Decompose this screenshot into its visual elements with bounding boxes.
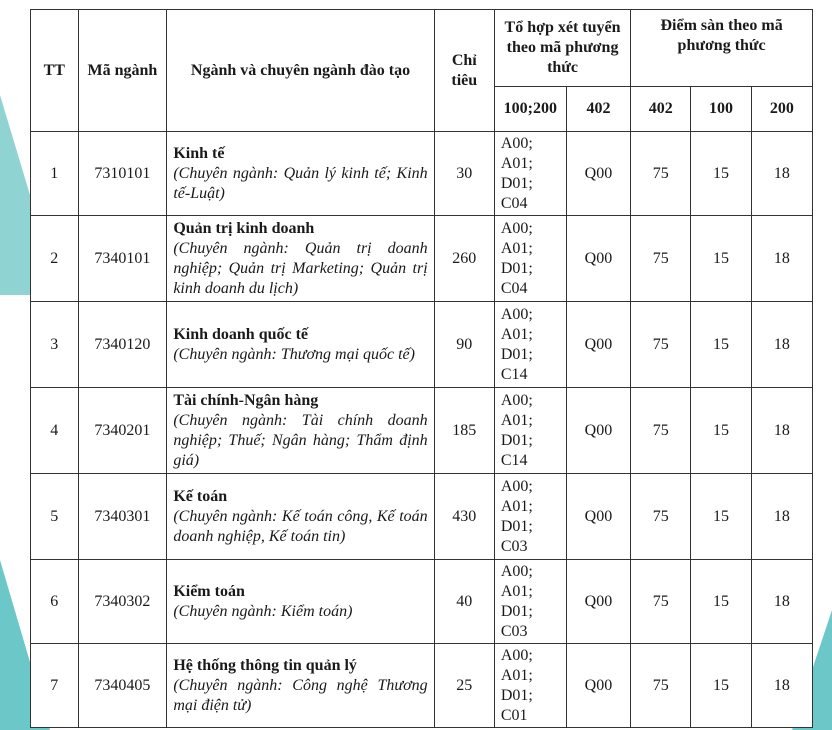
row-diem-100: 15 bbox=[691, 302, 751, 388]
combo-code: A01; bbox=[500, 582, 533, 600]
row-diem-402: 75 bbox=[631, 560, 691, 644]
table-row bbox=[31, 132, 813, 216]
header-chi-tieu: Chỉ tiêu bbox=[434, 10, 494, 132]
row-ma-nganh: 7340302 bbox=[78, 560, 167, 644]
major-name: Hệ thống thông tin quản lý bbox=[173, 656, 357, 674]
row-diem-402: 75 bbox=[631, 216, 691, 302]
row-diem-200: 18 bbox=[751, 132, 812, 216]
row-ma-nganh: 7340201 bbox=[78, 388, 167, 474]
major-description: (Chuyên ngành: Kiểm toán) bbox=[173, 602, 353, 620]
row-combo-402: Q00 bbox=[566, 644, 630, 728]
row-diem-402: 75 bbox=[631, 132, 691, 216]
table-row bbox=[31, 216, 813, 302]
table-row bbox=[31, 302, 813, 388]
row-diem-100: 15 bbox=[691, 388, 751, 474]
table-body bbox=[31, 132, 813, 728]
subheader-diem-100: 100 bbox=[691, 87, 751, 132]
combo-code: C04 bbox=[500, 194, 528, 212]
header-ma-nganh: Mã ngành bbox=[78, 10, 167, 132]
row-combos bbox=[494, 388, 566, 474]
major-description: (Chuyên ngành: Kế toán công, Kế toán doanh nghiệp, Kế toán tin) bbox=[173, 507, 428, 545]
row-diem-200: 18 bbox=[751, 644, 812, 728]
major-description: (Chuyên ngành: Thương mại quốc tế) bbox=[173, 345, 415, 363]
combo-code: D01; bbox=[500, 431, 533, 449]
combo-code: C03 bbox=[500, 622, 528, 640]
row-chi-tieu: 30 bbox=[434, 132, 494, 216]
combo-code: D01; bbox=[500, 602, 533, 620]
row-major bbox=[167, 132, 434, 216]
major-description: (Chuyên ngành: Quản lý kinh tế; Kinh tế-Luật) bbox=[173, 164, 428, 202]
row-major bbox=[167, 216, 434, 302]
row-tt: 6 bbox=[31, 560, 79, 644]
header-nganh: Ngành và chuyên ngành đào tạo bbox=[167, 10, 434, 132]
row-diem-100: 15 bbox=[691, 216, 751, 302]
combo-code: D01; bbox=[500, 517, 533, 535]
row-combo-402: Q00 bbox=[566, 560, 630, 644]
row-combos bbox=[494, 132, 566, 216]
row-major bbox=[167, 474, 434, 560]
row-diem-402: 75 bbox=[631, 644, 691, 728]
subheader-diem-200: 200 bbox=[751, 87, 812, 132]
row-ma-nganh: 7340405 bbox=[78, 644, 167, 728]
major-description: (Chuyên ngành: Quản trị doanh nghiệp; Quản trị Marketing; Quản trị kinh doanh du lịch) bbox=[173, 239, 428, 297]
combo-code: C04 bbox=[500, 279, 528, 297]
combo-code: A00; bbox=[500, 562, 533, 580]
combo-code: A01; bbox=[500, 497, 533, 515]
combo-code: C14 bbox=[500, 365, 528, 383]
row-chi-tieu: 430 bbox=[434, 474, 494, 560]
row-diem-402: 75 bbox=[631, 388, 691, 474]
row-combo-402: Q00 bbox=[566, 474, 630, 560]
header-tt: TT bbox=[31, 10, 79, 132]
row-combos bbox=[494, 644, 566, 728]
header-to-hop: Tổ hợp xét tuyển theo mã phương thức bbox=[494, 10, 630, 87]
row-chi-tieu: 260 bbox=[434, 216, 494, 302]
combo-code: C01 bbox=[500, 706, 528, 724]
combo-code: A00; bbox=[500, 646, 533, 664]
row-chi-tieu: 185 bbox=[434, 388, 494, 474]
row-diem-100: 15 bbox=[691, 560, 751, 644]
row-diem-200: 18 bbox=[751, 216, 812, 302]
combo-code: D01; bbox=[500, 686, 533, 704]
row-tt: 1 bbox=[31, 132, 79, 216]
major-name: Kiểm toán bbox=[173, 582, 245, 600]
row-combo-402: Q00 bbox=[566, 216, 630, 302]
major-name: Kinh tế bbox=[173, 144, 225, 162]
row-chi-tieu: 25 bbox=[434, 644, 494, 728]
row-diem-100: 15 bbox=[691, 132, 751, 216]
row-tt: 3 bbox=[31, 302, 79, 388]
row-diem-402: 75 bbox=[631, 474, 691, 560]
row-major bbox=[167, 560, 434, 644]
combo-code: A01; bbox=[500, 154, 533, 172]
combo-code: D01; bbox=[500, 174, 533, 192]
row-diem-100: 15 bbox=[691, 644, 751, 728]
table-row bbox=[31, 644, 813, 728]
major-description: (Chuyên ngành: Công nghệ Thương mại điện tử) bbox=[173, 676, 428, 714]
row-ma-nganh: 7310101 bbox=[78, 132, 167, 216]
row-ma-nganh: 7340120 bbox=[78, 302, 167, 388]
row-diem-200: 18 bbox=[751, 388, 812, 474]
row-chi-tieu: 90 bbox=[434, 302, 494, 388]
major-name: Kinh doanh quốc tế bbox=[173, 325, 309, 343]
row-combo-402: Q00 bbox=[566, 302, 630, 388]
combo-code: A01; bbox=[500, 325, 533, 343]
row-major bbox=[167, 302, 434, 388]
subheader-100-200: 100;200 bbox=[494, 87, 566, 132]
major-name: Kế toán bbox=[173, 487, 228, 505]
combo-code: D01; bbox=[500, 345, 533, 363]
row-diem-100: 15 bbox=[691, 474, 751, 560]
subheader-402: 402 bbox=[566, 87, 630, 132]
row-combo-402: Q00 bbox=[566, 388, 630, 474]
table-row bbox=[31, 560, 813, 644]
row-combos bbox=[494, 560, 566, 644]
row-combos bbox=[494, 474, 566, 560]
row-ma-nganh: 7340101 bbox=[78, 216, 167, 302]
row-tt: 4 bbox=[31, 388, 79, 474]
combo-code: A00; bbox=[500, 134, 533, 152]
major-description: (Chuyên ngành: Tài chính doanh nghiệp; Thuế; Ngân hàng; Thẩm định giá) bbox=[173, 411, 428, 469]
combo-code: C03 bbox=[500, 537, 528, 555]
row-major bbox=[167, 644, 434, 728]
major-name: Quản trị kinh doanh bbox=[173, 219, 315, 237]
major-name: Tài chính-Ngân hàng bbox=[173, 391, 319, 409]
row-chi-tieu: 40 bbox=[434, 560, 494, 644]
combo-code: A01; bbox=[500, 666, 533, 684]
header-diem-san: Điểm sàn theo mã phương thức bbox=[631, 10, 813, 87]
row-combos bbox=[494, 216, 566, 302]
row-tt: 7 bbox=[31, 644, 79, 728]
combo-code: C14 bbox=[500, 451, 528, 469]
subheader-diem-402: 402 bbox=[631, 87, 691, 132]
row-diem-200: 18 bbox=[751, 560, 812, 644]
row-combos bbox=[494, 302, 566, 388]
row-combo-402: Q00 bbox=[566, 132, 630, 216]
combo-code: D01; bbox=[500, 259, 533, 277]
combo-code: A00; bbox=[500, 391, 533, 409]
combo-code: A00; bbox=[500, 477, 533, 495]
row-diem-402: 75 bbox=[631, 302, 691, 388]
table-row bbox=[31, 388, 813, 474]
combo-code: A00; bbox=[500, 305, 533, 323]
combo-code: A01; bbox=[500, 239, 533, 257]
row-diem-200: 18 bbox=[751, 302, 812, 388]
row-tt: 2 bbox=[31, 216, 79, 302]
combo-code: A01; bbox=[500, 411, 533, 429]
admission-table bbox=[30, 9, 813, 728]
row-ma-nganh: 7340301 bbox=[78, 474, 167, 560]
row-diem-200: 18 bbox=[751, 474, 812, 560]
combo-code: A00; bbox=[500, 219, 533, 237]
row-major bbox=[167, 388, 434, 474]
table-row bbox=[31, 474, 813, 560]
row-tt: 5 bbox=[31, 474, 79, 560]
